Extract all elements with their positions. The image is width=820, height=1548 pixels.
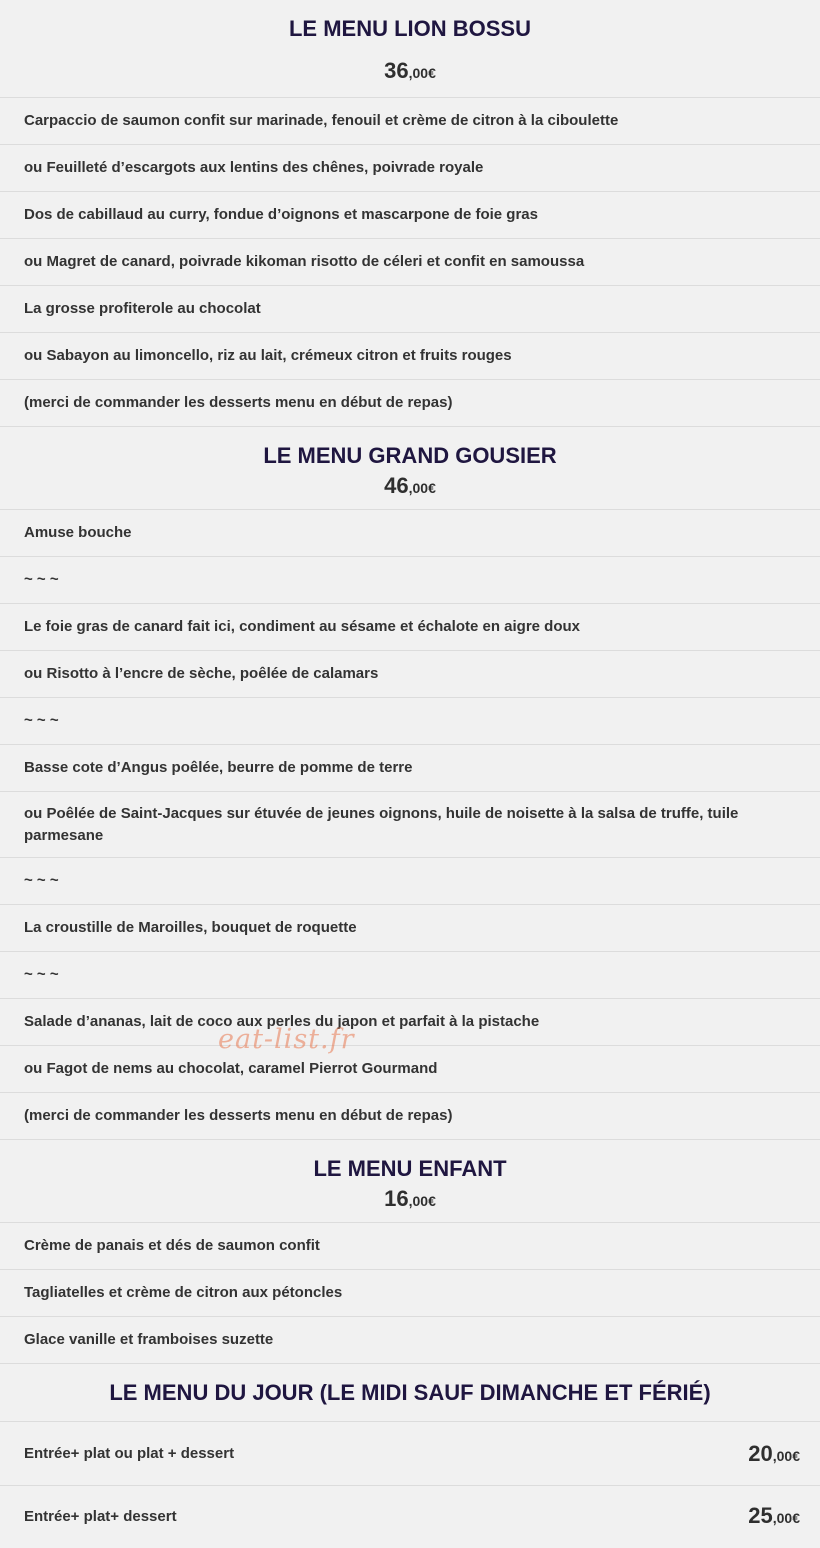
price-integer: 25 [748, 1503, 773, 1528]
price-decimal: ,00€ [772, 1510, 800, 1526]
menu-item: Glace vanille et framboises suzette [0, 1317, 820, 1364]
menu-du-jour-row [0, 1422, 820, 1486]
menu-item: Basse cote d’Angus poêlée, beurre de pomme de terre [0, 745, 820, 792]
menu-item: ou Sabayon au limoncello, riz au lait, crémeux citron et fruits rouges [0, 333, 820, 380]
watermark: eat-list.fr [218, 1024, 355, 1055]
formula-label: Entrée+ plat+ dessert [24, 1507, 177, 1525]
section-header-menu-du-jour [0, 1364, 820, 1422]
menu-item: ou Feuilleté d’escargots aux lentins des chênes, poivrade royale [0, 145, 820, 192]
section-header-grand-gousier [0, 427, 820, 510]
section-header-enfant [0, 1140, 820, 1223]
menu-separator: ~ ~ ~ [0, 557, 820, 604]
menu-price [0, 473, 820, 499]
price-decimal: ,00€ [408, 480, 436, 496]
section-title: LE MENU GRAND GOUSIER [263, 443, 557, 468]
menu-item: Carpaccio de saumon confit sur marinade, fenouil et crème de citron à la ciboulette [0, 98, 820, 145]
price-integer: 36 [384, 58, 409, 83]
menu-du-jour-row [0, 1486, 820, 1546]
menu-separator: ~ ~ ~ [0, 858, 820, 905]
menu-separator: ~ ~ ~ [0, 952, 820, 999]
menu-item: La croustille de Maroilles, bouquet de roquette [0, 905, 820, 952]
menu-item: ou Risotto à l’encre de sèche, poêlée de calamars [0, 651, 820, 698]
price-integer: 46 [384, 473, 409, 498]
price-integer: 16 [384, 1186, 409, 1211]
price-decimal: ,00€ [408, 1193, 436, 1209]
section-title: LE MENU LION BOSSU [288, 16, 531, 41]
section-title: LE MENU DU JOUR (LE MIDI SAUF DIMANCHE ET FÉRIÉ) [109, 1380, 711, 1405]
menu-price [0, 58, 820, 84]
menu-item: Amuse bouche [0, 510, 820, 557]
menu-item: ou Poêlée de Saint-Jacques sur étuvée de jeunes oignons, huile de noisette à la salsa de truffe, tuile parmesane [0, 792, 820, 858]
section-header-lion-bossu [0, 0, 820, 98]
formula-price [748, 1503, 800, 1529]
price-integer: 20 [748, 1440, 773, 1466]
price-decimal: ,00€ [408, 65, 436, 81]
price-decimal: ,00€ [772, 1447, 800, 1464]
menu-separator: ~ ~ ~ [0, 698, 820, 745]
formula-label: Entrée+ plat ou plat + dessert [24, 1445, 235, 1462]
menu-item: Crème de panais et dés de saumon confit [0, 1223, 820, 1270]
menu-note: (merci de commander les desserts menu en début de repas) [0, 380, 820, 427]
menu-item: Salade d’ananas, lait de coco aux perles du japon et parfait à la pistache [0, 999, 820, 1046]
menu-note: (merci de commander les desserts menu en début de repas) [0, 1093, 820, 1140]
menu-item: La grosse profiterole au chocolat [0, 286, 820, 333]
menu-item: ou Fagot de nems au chocolat, caramel Pierrot Gourmand [0, 1046, 820, 1093]
formula-price [748, 1441, 800, 1467]
section-title: LE MENU ENFANT [313, 1156, 507, 1181]
menu-item: Dos de cabillaud au curry, fondue d’oignons et mascarpone de foie gras [0, 192, 820, 239]
menu-item: Tagliatelles et crème de citron aux pétoncles [0, 1270, 820, 1317]
menu-price [0, 1186, 820, 1212]
menu-item: Le foie gras de canard fait ici, condiment au sésame et échalote en aigre doux [0, 604, 820, 651]
menu-item: ou Magret de canard, poivrade kikoman risotto de céleri et confit en samoussa [0, 239, 820, 286]
